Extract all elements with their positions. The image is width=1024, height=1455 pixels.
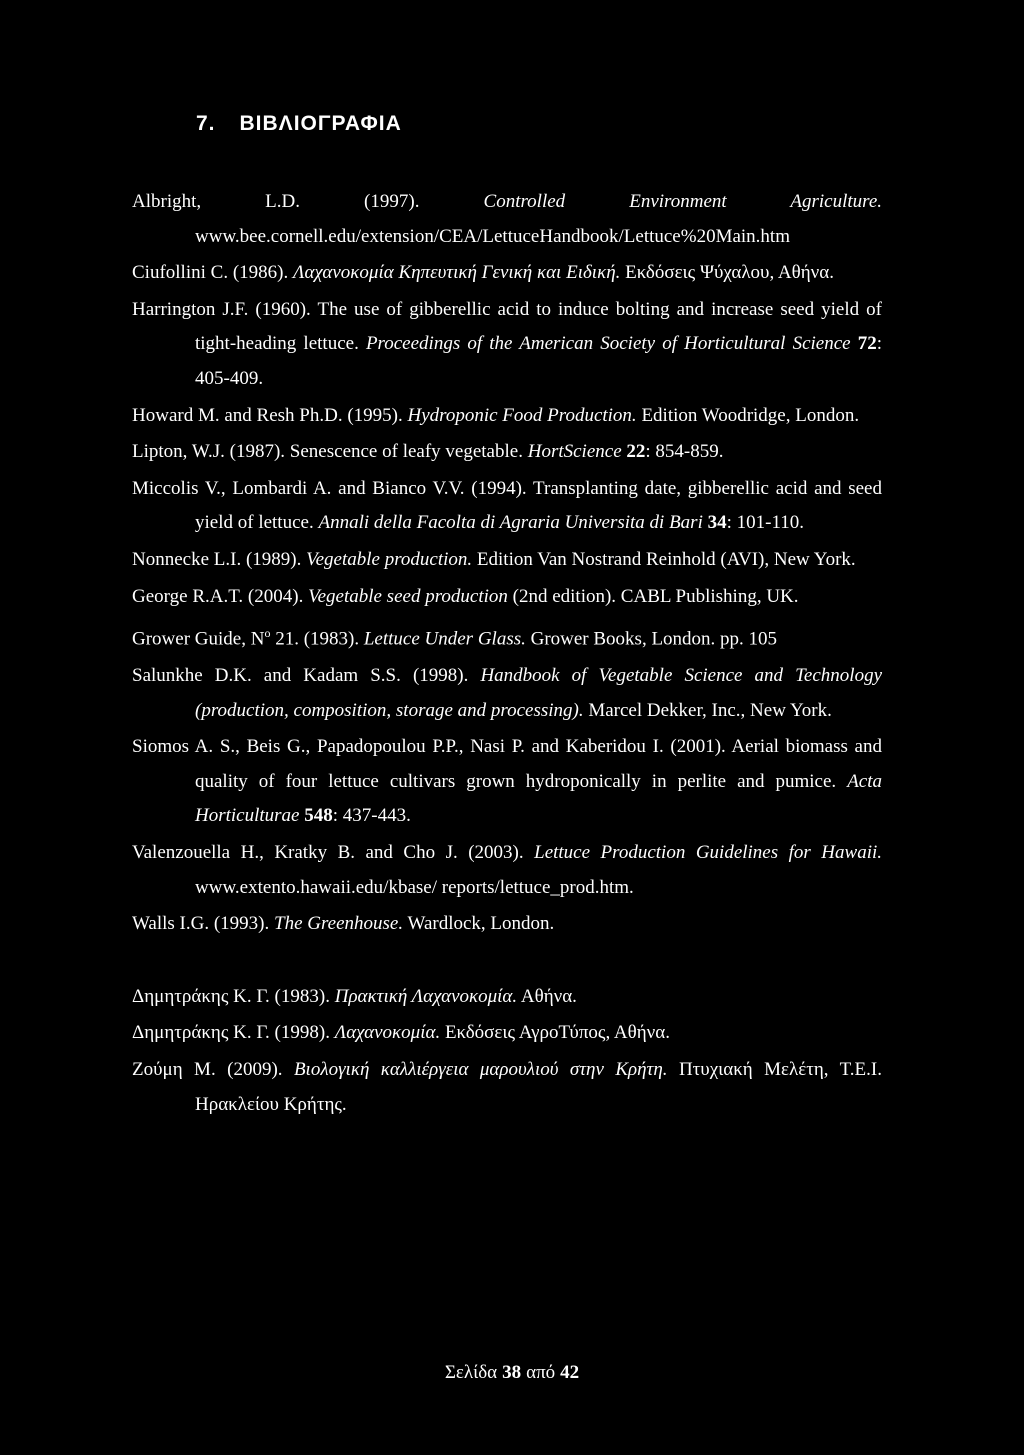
reference-item: Δημητράκης Κ. Γ. (1998). Λαχανοκομία. Εκδόσεις ΑγροΤύπος, Αθήνα.	[132, 1022, 670, 1044]
reference-item: Lipton, W.J. (1987). Senescence of leafy vegetable. HortScience 22: 854-859.	[132, 441, 724, 463]
reference-item: George R.A.T. (2004). Vegetable seed production (2nd edition). CABL Publishing, UK.	[132, 585, 799, 607]
section-number: 7.	[196, 112, 216, 135]
reference-item: Grower Guide, $N^o$ 21. (1983). Lettuce Under Glass. Grower Books, London. pp. 105	[132, 626, 778, 650]
reference-item: Salunkhe D.K. and Kadam S.S. (1998). Handbook of Vegetable Science and Technology (production, composition, storage and processing). Marcel Dekker, Inc., New York.	[132, 665, 883, 721]
reference-item: Harrington J.F. (1960). The use of gibberellic acid to induce bolting and increase seed yield of tight-heading lettuce. Proceedings of the American Society of Horticultural Science 72: 405-409.	[132, 298, 882, 389]
reference-item: Walls I.G. (1993). The Greenhouse. Wardlock, London.	[132, 913, 555, 935]
reference-item: Siomos A. S., Beis G., Papadopoulou P.P., Nasi P. and Kaberidou I. (2001). Aerial biomass and quality of four lettuce cultivars grown hydroponically in perlite and pumice. Acta Horticulturae 548: 437-443.	[132, 736, 883, 827]
section-heading	[196, 112, 402, 136]
page-total: 42	[560, 1362, 580, 1383]
page-number: 38	[502, 1362, 522, 1383]
reference-item: Albright, L.D. (1997). Controlled Environment Agriculture. www.bee.cornell.edu/extension/CEA/LettuceHandbook/Lettuce%20Main.htm	[132, 191, 883, 247]
reference-item: Miccolis V., Lombardi A. and Bianco V.V. (1994). Transplanting date, gibberellic acid and seed yield of lettuce. Annali della Facolta di Agraria Universita di Bari 34: 101-110.	[132, 477, 882, 534]
reference-list	[132, 185, 882, 1124]
section-title: ΒΙΒΛΙΟΓΡΑΦΙΑ	[239, 112, 402, 135]
reference-item: Valenzouella H., Kratky B. and Cho J. (2003). Lettuce Production Guidelines for Hawaii. www.extento.hawaii.edu/kbase/ reports/lettuce_prod.htm.	[132, 842, 882, 898]
reference-item: Nonnecke L.I. (1989). Vegetable production. Edition Van Nostrand Reinhold (AVI), New York.	[132, 548, 856, 570]
page-of: από	[526, 1362, 556, 1383]
reference-item: Howard M. and Resh Ph.D. (1995). Hydroponic Food Production. Edition Woodridge, London.	[132, 404, 860, 426]
reference-item: Ζούμη Μ. (2009). Βιολογική καλλιέργεια μαρουλιού στην Κρήτη. Πτυχιακή Μελέτη, Τ.Ε.Ι. Ηρακλείου Κρήτης.	[132, 1058, 882, 1115]
page-label: Σελίδα	[444, 1362, 498, 1383]
reference-item: Ciufollini C. (1986). Λαχανοκομία Κηπευτική Γενική και Ειδική. Εκδόσεις Ψύχαλου, Αθήνα.	[132, 262, 834, 284]
reference-item: Δημητράκης Κ. Γ. (1983). Πρακτική Λαχανοκομία. Αθήνα.	[132, 985, 577, 1007]
page-footer	[0, 1362, 1024, 1384]
